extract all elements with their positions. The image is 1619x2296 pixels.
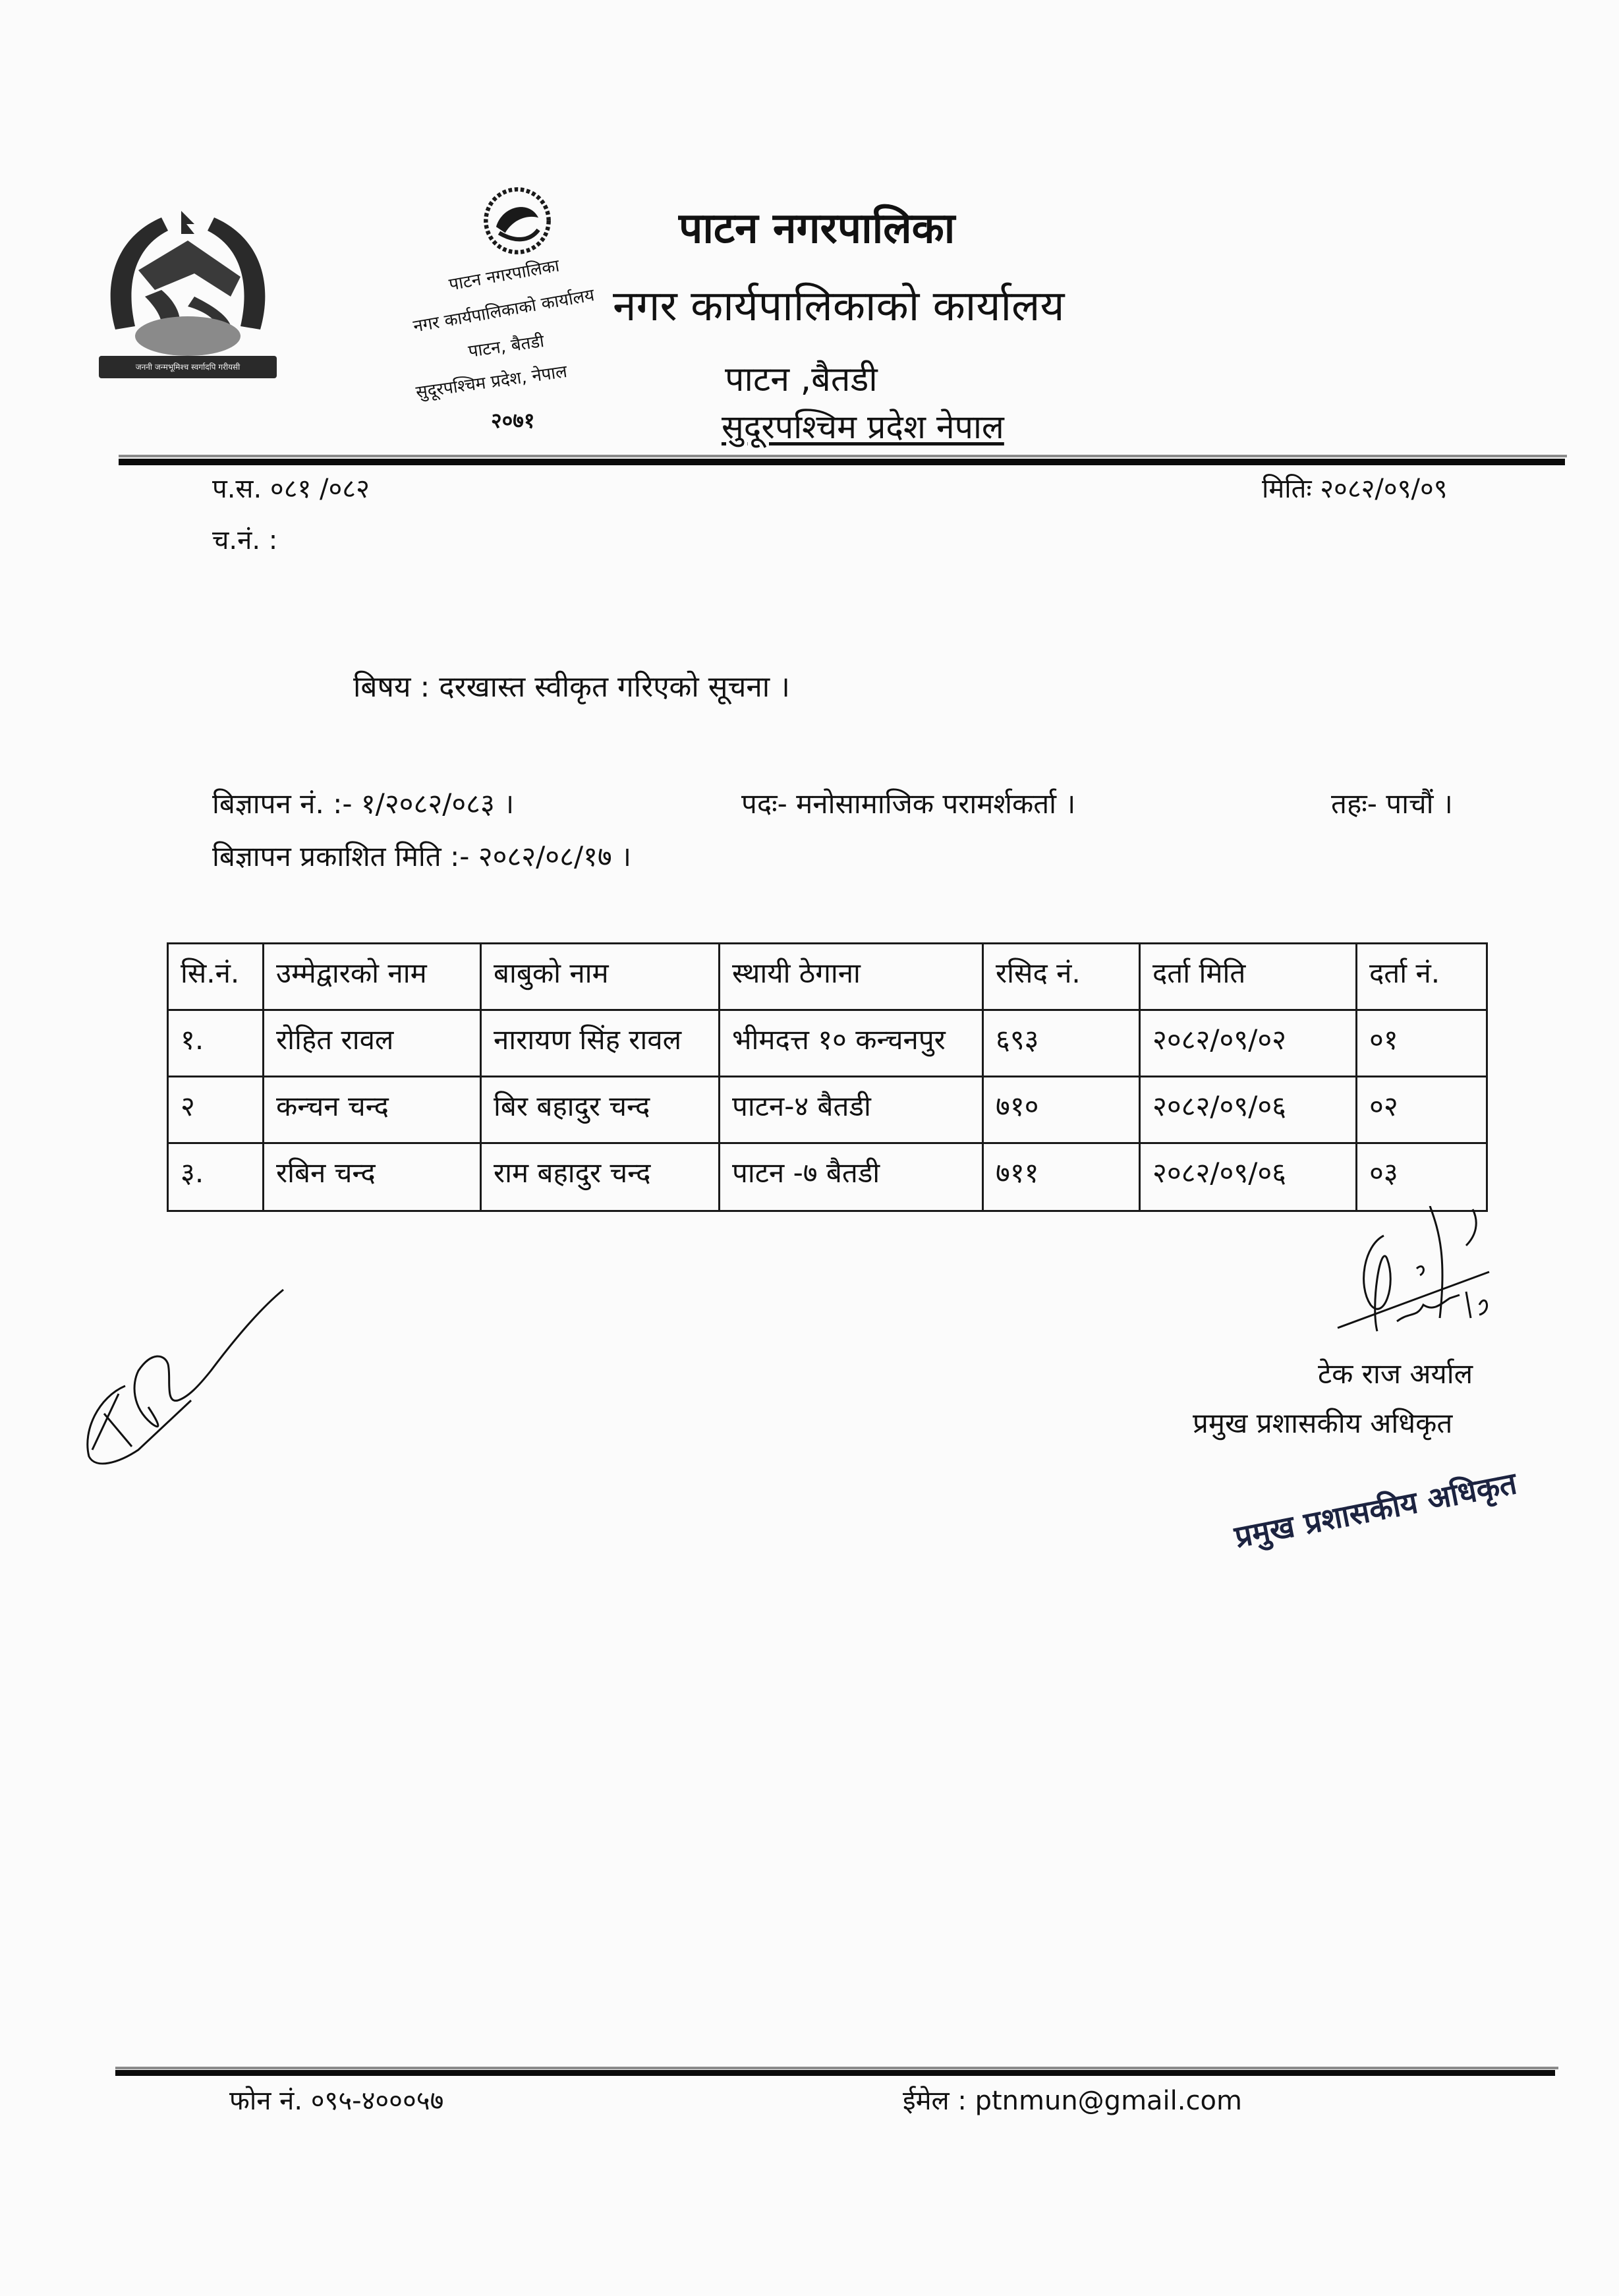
cell-candidate-name: रबिन चन्द: [264, 1143, 481, 1211]
document-date: मितिः २०८२/०९/०९: [1262, 474, 1448, 504]
cell-receipt-no: ७११: [983, 1143, 1140, 1211]
cell-registration-date: २०८२/०९/०६: [1140, 1077, 1357, 1143]
col-header-permanent-address: स्थायी ठेगाना: [720, 944, 983, 1010]
cell-candidate-name: कन्चन चन्द: [264, 1077, 481, 1143]
org-name: पाटन नगरपालिका: [679, 204, 955, 253]
cell-registration-date: २०८२/०९/०६: [1140, 1143, 1357, 1211]
dispatch-number: च.नं. :: [212, 525, 278, 556]
footer-divider: [115, 2070, 1555, 2076]
subject-line: बिषय : दरखास्त स्वीकृत गरिएको सूचना ।: [353, 670, 790, 704]
designation-stamp: प्रमुख प्रशासकीय अधिकृत: [1232, 1465, 1520, 1555]
header-divider: [119, 459, 1565, 465]
province-name: सुदूरपश्चिम प्रदेश नेपाल: [722, 408, 1004, 446]
seal-line-1: पाटन नगरपालिका: [447, 256, 561, 295]
col-header-receipt-no: रसिद नं.: [983, 944, 1140, 1010]
cell-serial: ३.: [168, 1143, 264, 1211]
candidates-table: [167, 942, 1488, 1212]
signatory-name: टेक राज अर्याल: [1318, 1358, 1473, 1390]
officer-signature: [1324, 1206, 1601, 1344]
office-location: पाटन ,बैतडी: [725, 360, 878, 399]
col-header-registration-date: दर्ता मिति: [1140, 944, 1357, 1010]
seal-emblem-icon: [481, 185, 554, 257]
advert-published-date: बिज्ञापन प्रकाशित मिति :- २०८२/०८/१७ ।: [212, 840, 632, 873]
cell-registration-no: ०१: [1357, 1010, 1487, 1077]
cell-registration-no: ०२: [1357, 1077, 1487, 1143]
cell-serial: २: [168, 1077, 264, 1143]
flag-icon: [181, 211, 194, 234]
table-row: [168, 1010, 1487, 1077]
cell-candidate-name: रोहित रावल: [264, 1010, 481, 1077]
seal-line-4: सुदूरपश्चिम प्रदेश, नेपाल: [414, 362, 569, 403]
emblem-motto: जननी जन्मभूमिश्च स्वर्गादपि गरीयसी: [99, 356, 277, 378]
cell-serial: १.: [168, 1010, 264, 1077]
initials-signature: [66, 1265, 329, 1476]
footer-phone: फोन नं. ०९५-४०००५७: [229, 2086, 444, 2116]
cell-address: पाटन-४ बैतडी: [720, 1077, 983, 1143]
col-header-candidate-name: उम्मेद्वारको नाम: [264, 944, 481, 1010]
col-header-registration-no: दर्ता नं.: [1357, 944, 1487, 1010]
cell-father-name: नारायण सिंह रावल: [481, 1010, 720, 1077]
footer-email: ईमेल : ptnmun@gmail.com: [903, 2086, 1242, 2116]
cell-address: पाटन -७ बैतडी: [720, 1143, 983, 1211]
table-row: [168, 1143, 1487, 1211]
signatory-title: प्रमुख प्रशासकीय अधिकृत: [1193, 1407, 1453, 1439]
advert-post: पदः- मनोसामाजिक परामर्शकर्ता ।: [741, 788, 1076, 820]
office-name: नगर कार्यपालिकाको कार्यालय: [613, 282, 1065, 331]
advert-level: तहः- पाचौं ।: [1331, 788, 1453, 820]
seal-line-3: पाटन, बैतडी: [467, 331, 546, 362]
col-header-father-name: बाबुको नाम: [481, 944, 720, 1010]
table-header-row: [168, 944, 1487, 1010]
footer-divider-thin: [115, 2067, 1558, 2069]
cell-father-name: राम बहादुर चन्द: [481, 1143, 720, 1211]
cell-receipt-no: ७१०: [983, 1077, 1140, 1143]
cell-father-name: बिर बहादुर चन्द: [481, 1077, 720, 1143]
nepal-emblem-logo: [89, 198, 287, 356]
municipality-seal: [395, 185, 646, 448]
table-row: [168, 1077, 1487, 1143]
header-divider-thin: [119, 455, 1567, 457]
fiscal-year: प.स. ०८१ /०८२: [212, 474, 370, 504]
seal-line-2: नगर कार्यपालिकाको कार्यालय: [411, 285, 596, 337]
seal-year: २०७१: [491, 408, 535, 433]
col-header-serial: सि.नं.: [168, 944, 264, 1010]
cell-address: भीमदत्त १० कन्चनपुर: [720, 1010, 983, 1077]
cell-registration-no: ०३: [1357, 1143, 1487, 1211]
cell-registration-date: २०८२/०९/०२: [1140, 1010, 1357, 1077]
cell-receipt-no: ६९३: [983, 1010, 1140, 1077]
advert-number: बिज्ञापन नं. :- १/२०८२/०८३ ।: [212, 788, 515, 820]
